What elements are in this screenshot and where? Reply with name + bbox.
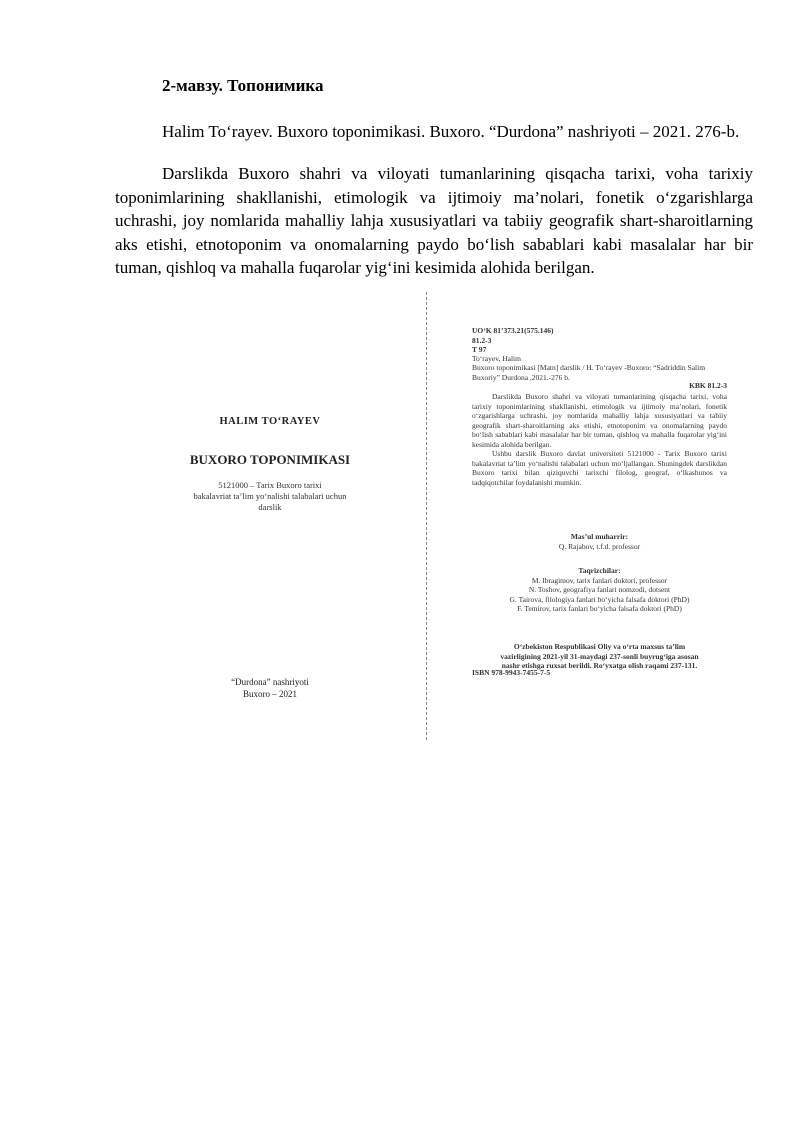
publisher-place-year: Buxoro – 2021: [243, 689, 297, 699]
editor-name: Q. Rajabov, t.f.d. professor: [558, 541, 641, 551]
isbn: ISBN 978-9943-7455-7-5: [472, 668, 551, 677]
imprint-author: To‘rayev, Halim: [472, 354, 521, 363]
page-divider: [426, 292, 427, 740]
publisher-name: “Durdona” nashriyoti: [231, 677, 309, 687]
reviewers-label: Taqrizchilar:: [578, 566, 621, 575]
book-imprint-page: [472, 326, 727, 686]
subtitle-line-2: bakalavriat ta’lim yo‘nalishi talabalari uchun: [193, 491, 347, 501]
udk-code: UO‘K 81’373.21(575.146): [472, 326, 554, 335]
book-publisher-block: [120, 676, 420, 700]
subtitle-line-3: darslik: [258, 502, 282, 512]
approval-line-3: nashr etishga ruxsat berildi. Ro‘yxatga olish raqami 237-131.: [501, 661, 698, 670]
description-paragraph: [115, 162, 753, 280]
book-title-page: [120, 300, 420, 740]
reference-paragraph: [115, 120, 753, 144]
reference-text: Halim To‘rayev. Buxoro toponimikasi. Buxoro. “Durdona” nashriyoti – 2021. 276-b.: [162, 122, 740, 141]
editor-label: Mas’ul muharrir:: [570, 532, 629, 541]
abstract-paragraph-2: Ushbu darslik Buxoro davlat universiteti 5121000 - Tarix Buxoro tarixi bakalavriat ta’lim yo‘nalishi talabalari uchun mo‘ljallangan. Shuningdek darslikdan Buxoro tarixi bilan qiziquvchi tarixchi filolog, geograf, o‘lkashunos va tadqiqotchilar foydalanishi mumkin.: [472, 449, 727, 487]
editor-block: [472, 532, 727, 551]
reviewer-4: F. Temirov, tarix fanlari bo‘yicha falsafa doktori (PhD): [517, 604, 682, 613]
kbk-code: KBK 81.2-3: [689, 381, 727, 390]
imprint-abstract: [472, 392, 727, 487]
approval-line-1: O‘zbekiston Respublikasi Oliy va o‘rta maxsus ta’lim: [513, 642, 686, 651]
t-code: T 97: [472, 345, 487, 354]
section-heading: 2-мавзу. Топонимика: [162, 76, 324, 95]
book-author: HALIM TO‘RAYEV: [219, 416, 321, 427]
reviewers-block: [472, 566, 727, 614]
book-title: BUXORO TOPONIMIKASI: [189, 452, 351, 467]
book-subtitle: [170, 480, 370, 513]
description-text: Darslikda Buxoro shahri va viloyati tumanlarining qisqacha tarixi, voha tarixiy toponimlarining shakllanishi, etimologik va ijtimoiy ma’nolari, fonetik o‘zgarishlarga uchrashi, joy nomlarida mahalliy lahja xususiyatlari va tabiiy geografik shart-sharoitlarning aks etishi, etnotoponim va onomalarning paydo bo‘lish sabablari kabi masalalar har bir tuman, qishloq va mahalla fuqarolar yig‘ini kesimida alohida berilgan.: [115, 164, 753, 277]
subtitle-line-1: 5121000 – Tarix Buxoro tarixi: [218, 480, 322, 490]
reviewer-2: N. Toshov, geografiya fanlari nomzodi, dotsent: [528, 585, 671, 594]
approval-line-2: vazirligining 2021-yil 31-maydagi 237-sonli buyrug‘iga asosan: [500, 651, 699, 661]
bbk-code: 81.2-3: [472, 336, 492, 345]
abstract-paragraph-1: Darslikda Buxoro shahri va viloyati tumanlarining qisqacha tarixi, voha tarixiy toponimlarining shakllanishi, etimologik va ijtimoiy ma’nolari, fonetik o‘zgarishlarga uchrashi, joy nomlarida mahalliy lahja xususiyatlari va tabiiy geografik shart-sharoitlarning aks etishi, etnotoponim va onomalarning paydo bo‘lish sabablari kabi masalalar har bir tuman, qishloq va mahalla fuqarolar yig‘ini kesimida alohida berilgan.: [472, 392, 727, 449]
reviewer-1: M. Ibragimov, tarix fanlari doktori, professor: [531, 575, 668, 585]
reviewer-3: G. Tairova, filologiya fanlari bo‘yicha falsafa doktori (PhD): [509, 594, 690, 604]
bibliographic-record: Buxoro toponimikasi [Matn] darslik / H. To‘rayev -Buxoro: “Sadriddin Salim Buxoriy” Durdona ,2021.-276 b.: [472, 363, 706, 382]
approval-block: [472, 642, 727, 671]
